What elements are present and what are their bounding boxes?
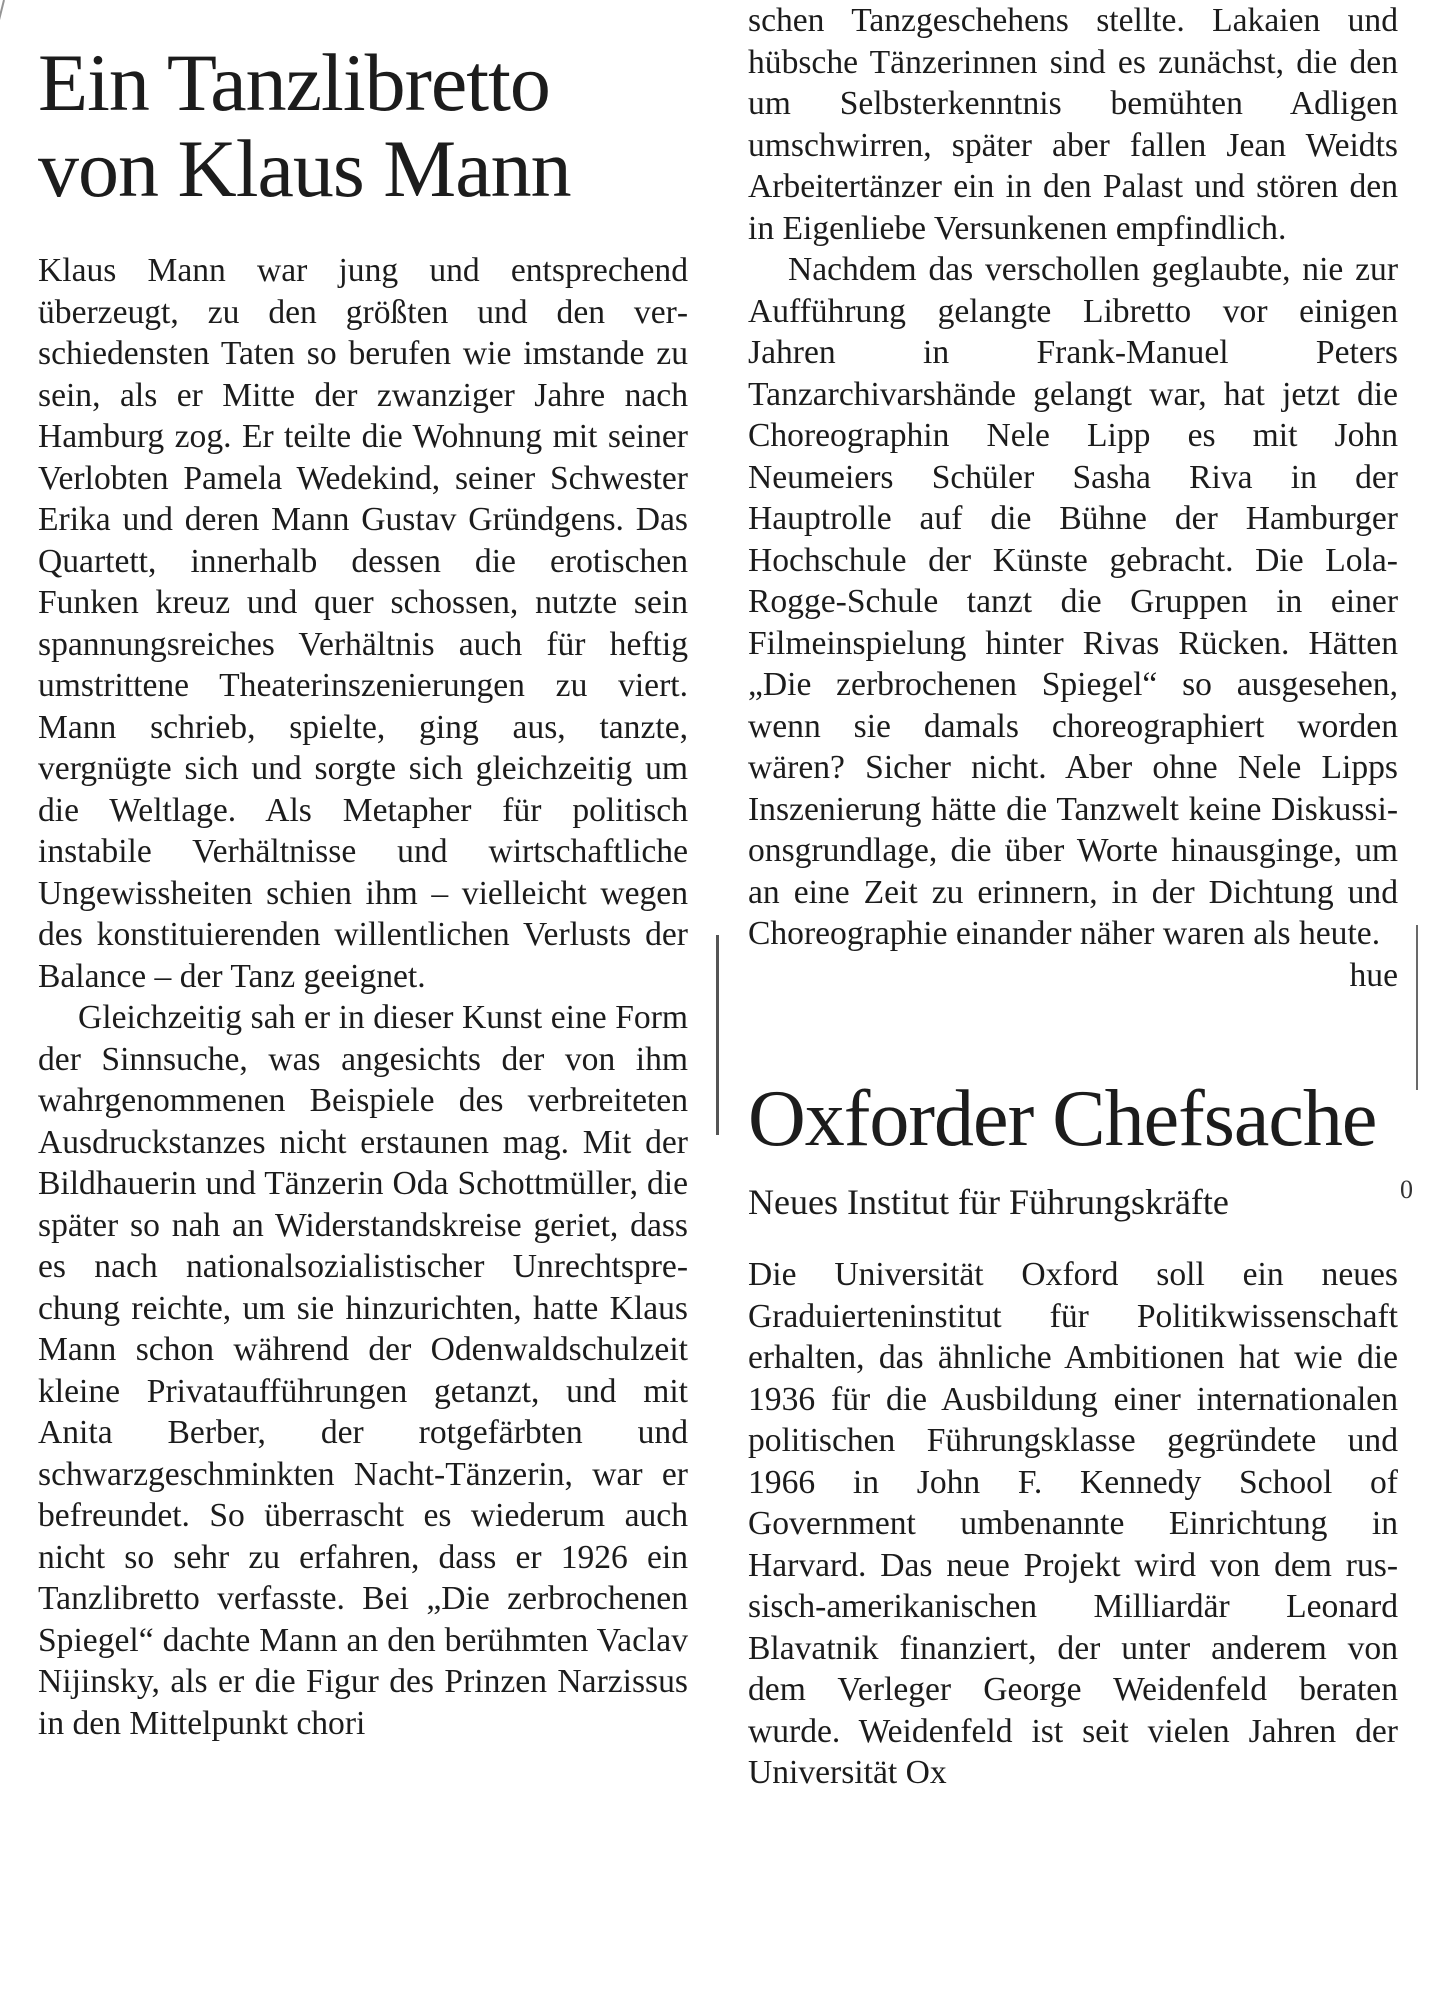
article-paragraph: schen Tanzgeschehens stellte. Lakaien und hübsche Tänzerinnen sind es zunächst, die den um Selbsterkenntnis bemühten Adligen umschwirren, später aber fallen Jean Weidts Arbeitertänzer ein in den Palast und stören den in Eigenliebe Versunkenen empfindlich.: [748, 2, 1398, 247]
margin-pen-mark: [1416, 925, 1418, 1090]
right-column: [748, 0, 1398, 1794]
headline-line-1: Ein Tanzlibretto: [38, 37, 550, 128]
page-mark: 0: [1400, 1175, 1413, 1204]
paragraph-text: Nachdem das verschollen geglaubte, nie zur Aufführung gelangte Libretto vor einigen Jahren in Frank-Manuel Peters Tanzarchivarshände gelangt war, hat jetzt die Choreographin Nele Lipp es mit John Neumeiers Schüler Sasha Riva in der Hauptrolle auf die Bühne der Hamburger Hochschule der Künste gebracht. Die Lola-Rogge-Schule tanzt die Gruppen in einer Filmeinspielung hinter Rivas Rücken. Hätten „Die zerbrochenen Spiegel“ so ausgesehen, wenn sie damals choreographiert worden wären? Sicher nicht. Aber ohne Nele Lipps Inszenierung hätte die Tanzwelt keine Diskussionsgrundlage, die über Worte hinausginge, um an eine Zeit zu erinnern, in der Dichtung und Choreographie einander näher waren als heute.: [748, 251, 1398, 952]
article-paragraph: Gleichzeitig sah er in dieser Kunst eine Form der Sinnsuche, was angesichts der von ihm wahrgenommenen Beispiele des verbreiteten Ausdruckstanzes nicht erstaunen mag. Mit der Bildhauerin und Tänzerin Oda Schottmüller, die später so nah an Widerstandskreise geriet, dass es nach nationalsozialistischer Unrechtsprechung reichte, um sie hinzurichten, hatte Klaus Mann schon während der Odenwaldschulzeit kleine Privataufführungen getanzt, und mit Anita Berber, der rotgefärbten und schwarzgeschminkten Nacht-Tänzerin, war er befreundet. So überrascht es wiederum auch nicht so sehr zu erfahren, dass er 1926 ein Tanzlibretto verfasste. Bei „Die zerbrochenen Spiegel“ dachte Mann an den berühmten Vaclav Nijinsky, als er die Figur des Prinzen Narzissus in den Mittelpunkt chori: [38, 999, 688, 1742]
headline-line-2: von Klaus Mann: [38, 123, 571, 214]
left-column: [38, 0, 688, 1744]
article-paragraph: [748, 249, 1398, 996]
article-headline: [38, 0, 688, 212]
article-paragraph: Klaus Mann war jung und entsprechend überzeugt, zu den größten und den verschiedensten Taten so berufen wie imstande zu sein, als er Mitte der zwanziger Jahre nach Hamburg zog. Er teilte die Wohnung mit seiner Verlobten Pamela Wedekind, seiner Schwester Erika und deren Mann Gustav Gründgens. Das Quartett, innerhalb dessen die erotischen Funken kreuz und quer schossen, nutzte sein spannungsreiches Verhältnis auch für heftig umstrittene Theaterinszenierungen zu viert. Mann schrieb, spielte, ging aus, tanzte, vergnügte sich und sorgte sich gleichzeitig um die Weltlage. Als Metapher für politisch instabile Verhältnisse und wirtschaftliche Ungewissheiten schien ihm – vielleicht wegen des konstituierenden willentlichen Verlusts der Balance – der Tanz geeignet.: [38, 252, 688, 995]
scan-edge-mark: [0, 0, 5, 58]
article-paragraph: Die Universität Oxford soll ein neues Graduierteninstitut für Politikwissenschaft erhalten, das ähnliche Ambitionen hat wie die 1936 für die Ausbildung einer internationalen politischen Führungsklasse gegründete und 1966 in John F. Kennedy School of Government umbenannte Einrichtung in Harvard. Das neue Projekt wird von dem russisch-amerikanischen Milliardär Leonard Blavatnik finanziert, der unter anderem von dem Verleger George Weidenfeld beraten wurde. Weidenfeld ist seit vielen Jahren der Universität Ox: [748, 1256, 1398, 1791]
article-headline: Oxforder Chefsache: [748, 1075, 1377, 1163]
article-subtitle: Neues Institut für Führungskräfte: [748, 1182, 1229, 1222]
author-byline: hue: [1349, 956, 1398, 994]
margin-pen-mark: [716, 935, 719, 1135]
